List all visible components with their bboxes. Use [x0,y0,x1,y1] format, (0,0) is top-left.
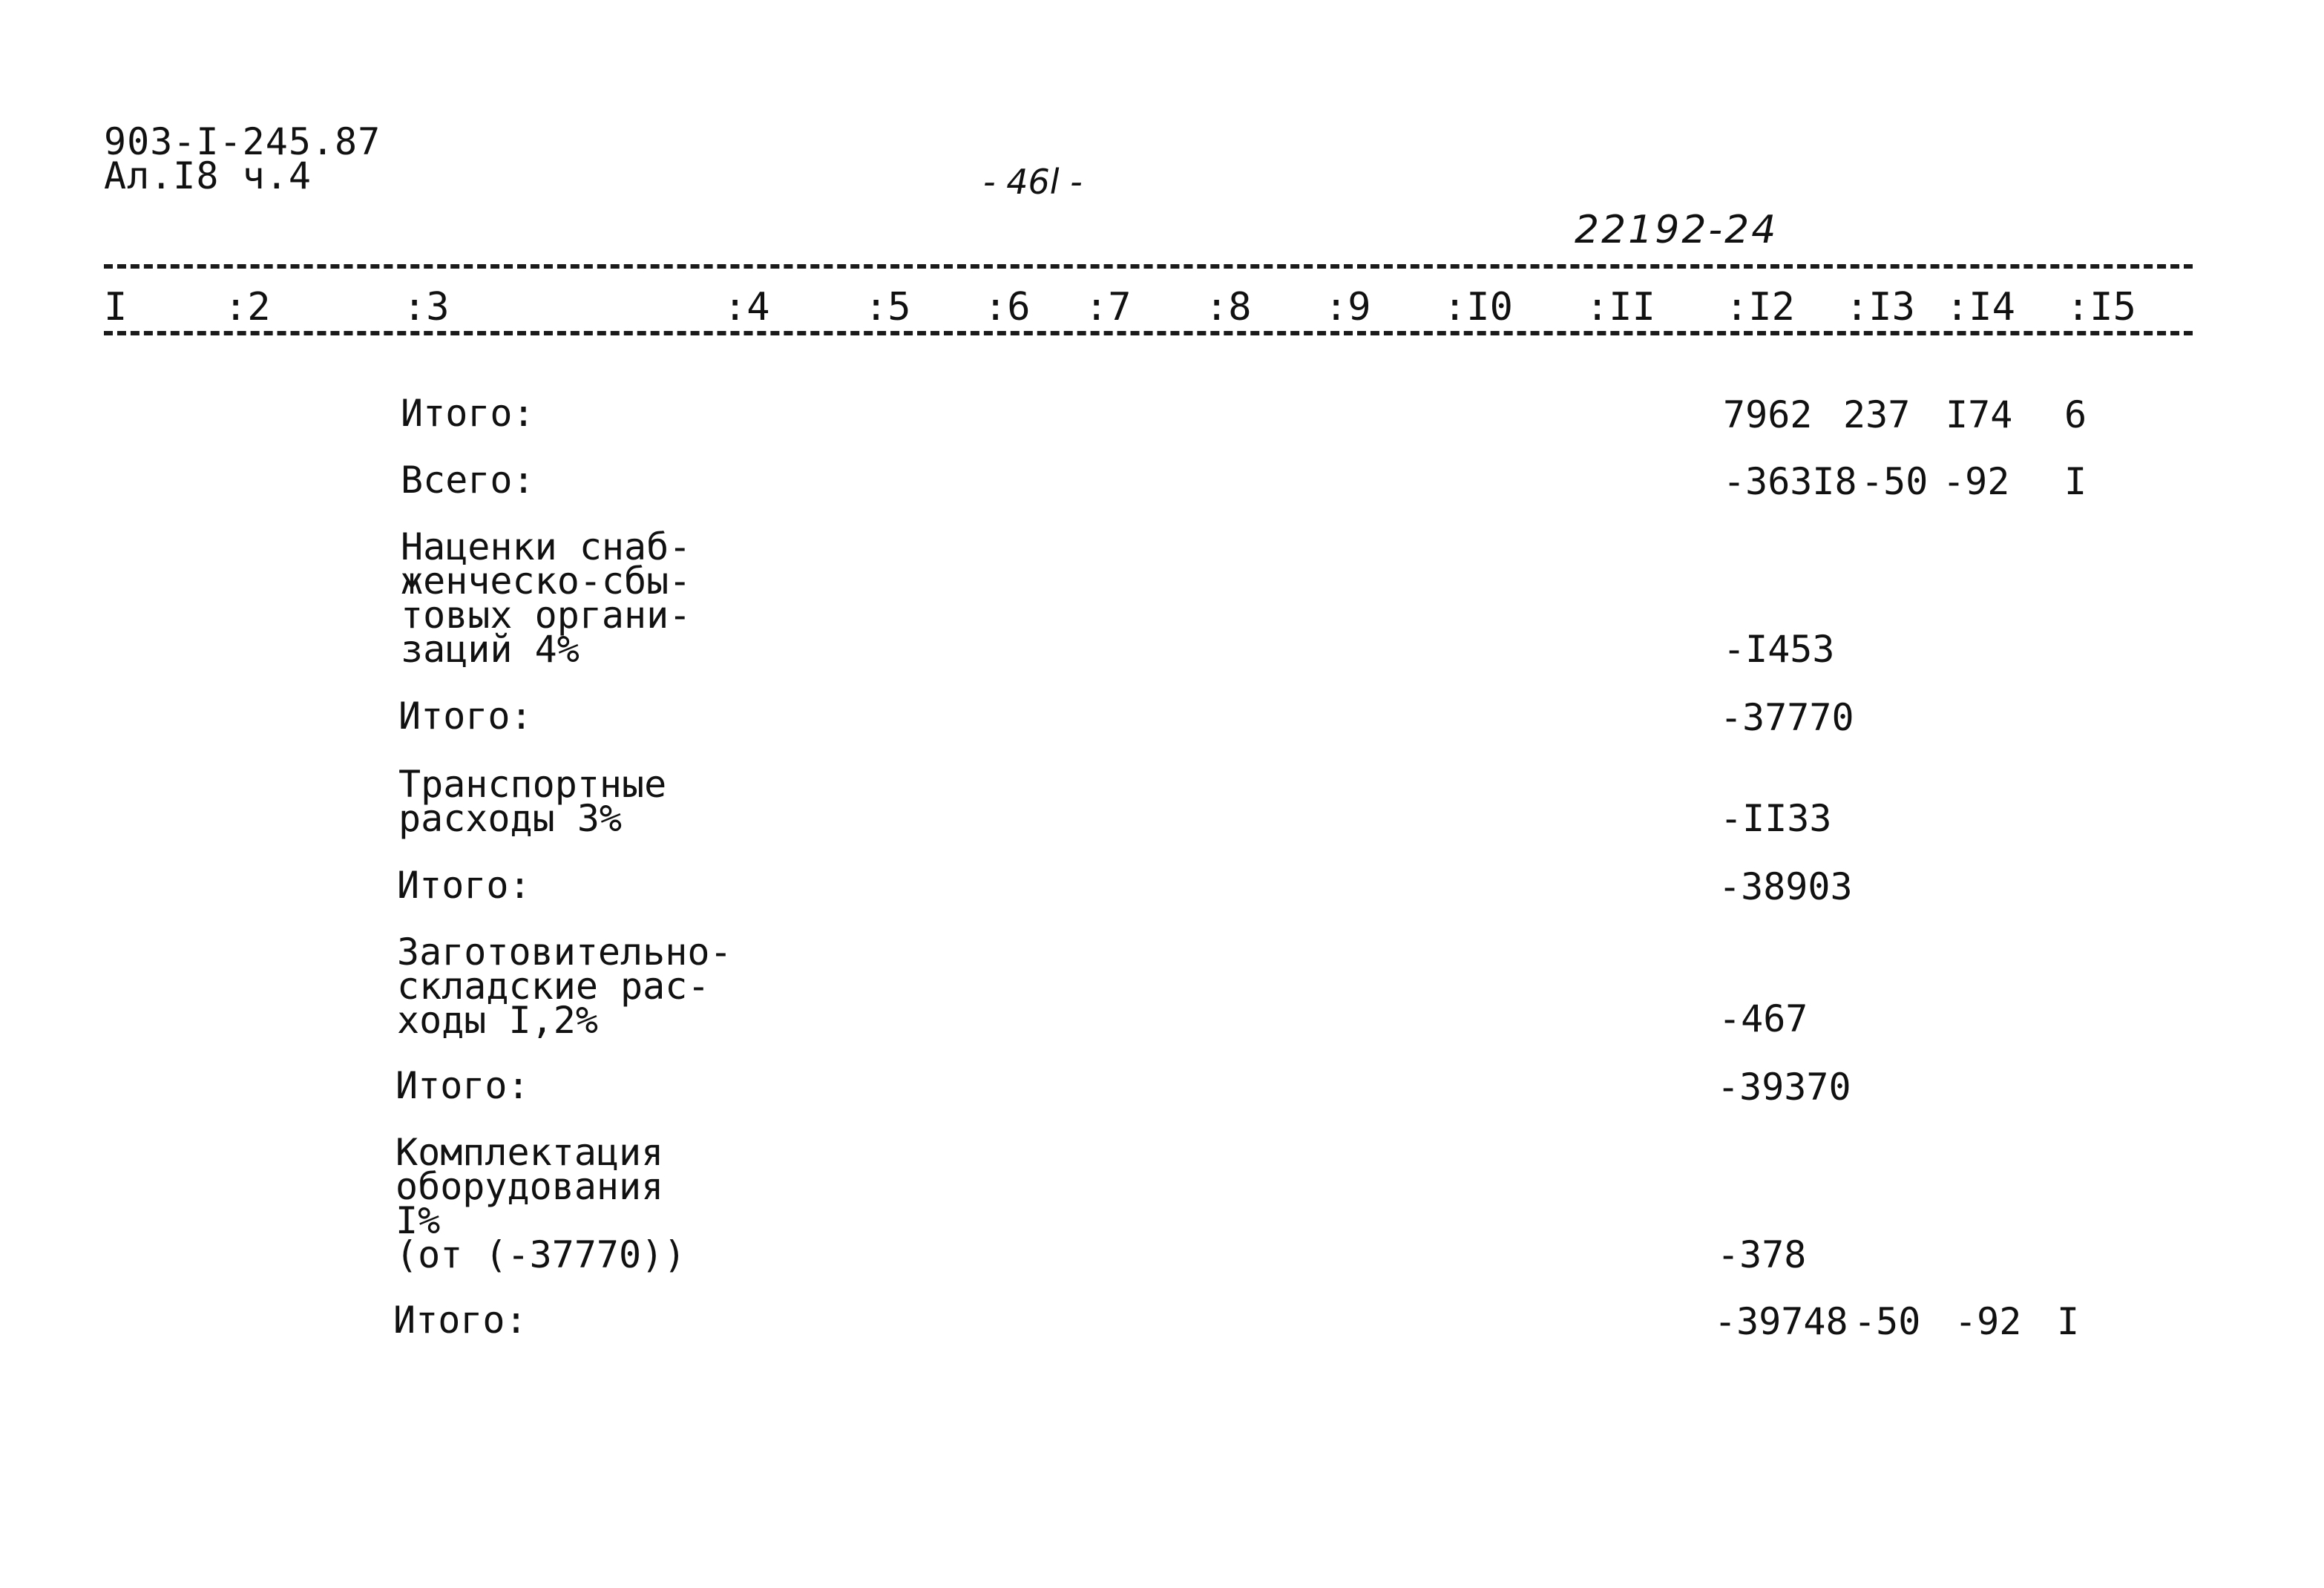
column-header-1: I [104,285,128,329]
column-header-2: :2 [224,285,271,329]
cell-col15: I [2057,1300,2080,1343]
cell-col15: I [2064,460,2087,503]
page-number: - 46l - [983,162,1083,202]
table-header-rule [104,331,2193,335]
cell-col13: 237 [1843,393,1911,436]
column-header-11: :II [1586,285,1655,329]
row-label: Итого: [397,864,531,907]
document-code: 903-I-245.87 [104,120,381,163]
cell-col14: -92 [1943,460,2010,503]
row-label: Итого: [393,1299,528,1342]
column-header-4: :4 [723,285,770,329]
column-header-12: :I2 [1725,285,1795,329]
row-label: Итого: [398,695,533,738]
cell-col12: -467 [1719,997,1808,1040]
cell-col12: -II33 [1720,797,1832,840]
cell-col12: -37770 [1720,696,1854,739]
cell-col15: 6 [2064,393,2087,436]
cell-col12: -I453 [1723,628,1835,671]
column-header-5: :5 [864,285,911,329]
cell-col13: -50 [1861,460,1929,503]
column-header-8: :8 [1205,285,1252,329]
row-label: Итого: [395,1064,530,1107]
row-label: Наценки снаб- женческо-сбы- товых органи- заций 4% [401,525,692,671]
column-header-15: :I5 [2067,285,2136,329]
column-header-6: :6 [984,285,1031,329]
cell-col14: I74 [1946,393,2013,436]
column-header-14: :I4 [1946,285,2015,329]
column-header-7: :7 [1085,285,1132,329]
row-label: Всего: [401,459,535,502]
cell-col13: -50 [1854,1300,1921,1343]
cell-col12: -363I8 [1723,460,1857,503]
column-header-3: :3 [403,285,450,329]
cell-col12: 7962 [1723,393,1813,436]
column-header-13: :I3 [1845,285,1915,329]
column-header-10: :I0 [1443,285,1513,329]
row-label: Заготовительно- складские рас- ходы I,2% [397,931,732,1042]
cell-col12: -39748 [1714,1300,1848,1343]
row-label: Комплектация оборудования I% (от (-37770)) [395,1131,686,1276]
cell-col12: -378 [1717,1233,1807,1276]
sheet-label: Ал.I8 ч.4 [104,154,312,197]
column-header-9: :9 [1325,285,1371,329]
row-label: Транспортные расходы 3% [398,763,667,840]
cell-col12: -39370 [1717,1066,1851,1109]
row-label: Итого: [401,392,535,435]
project-number: 22192-24 [1575,208,1779,252]
table-top-rule [104,264,2193,269]
cell-col12: -38903 [1719,865,1853,908]
cell-col14: -92 [1954,1300,2022,1343]
